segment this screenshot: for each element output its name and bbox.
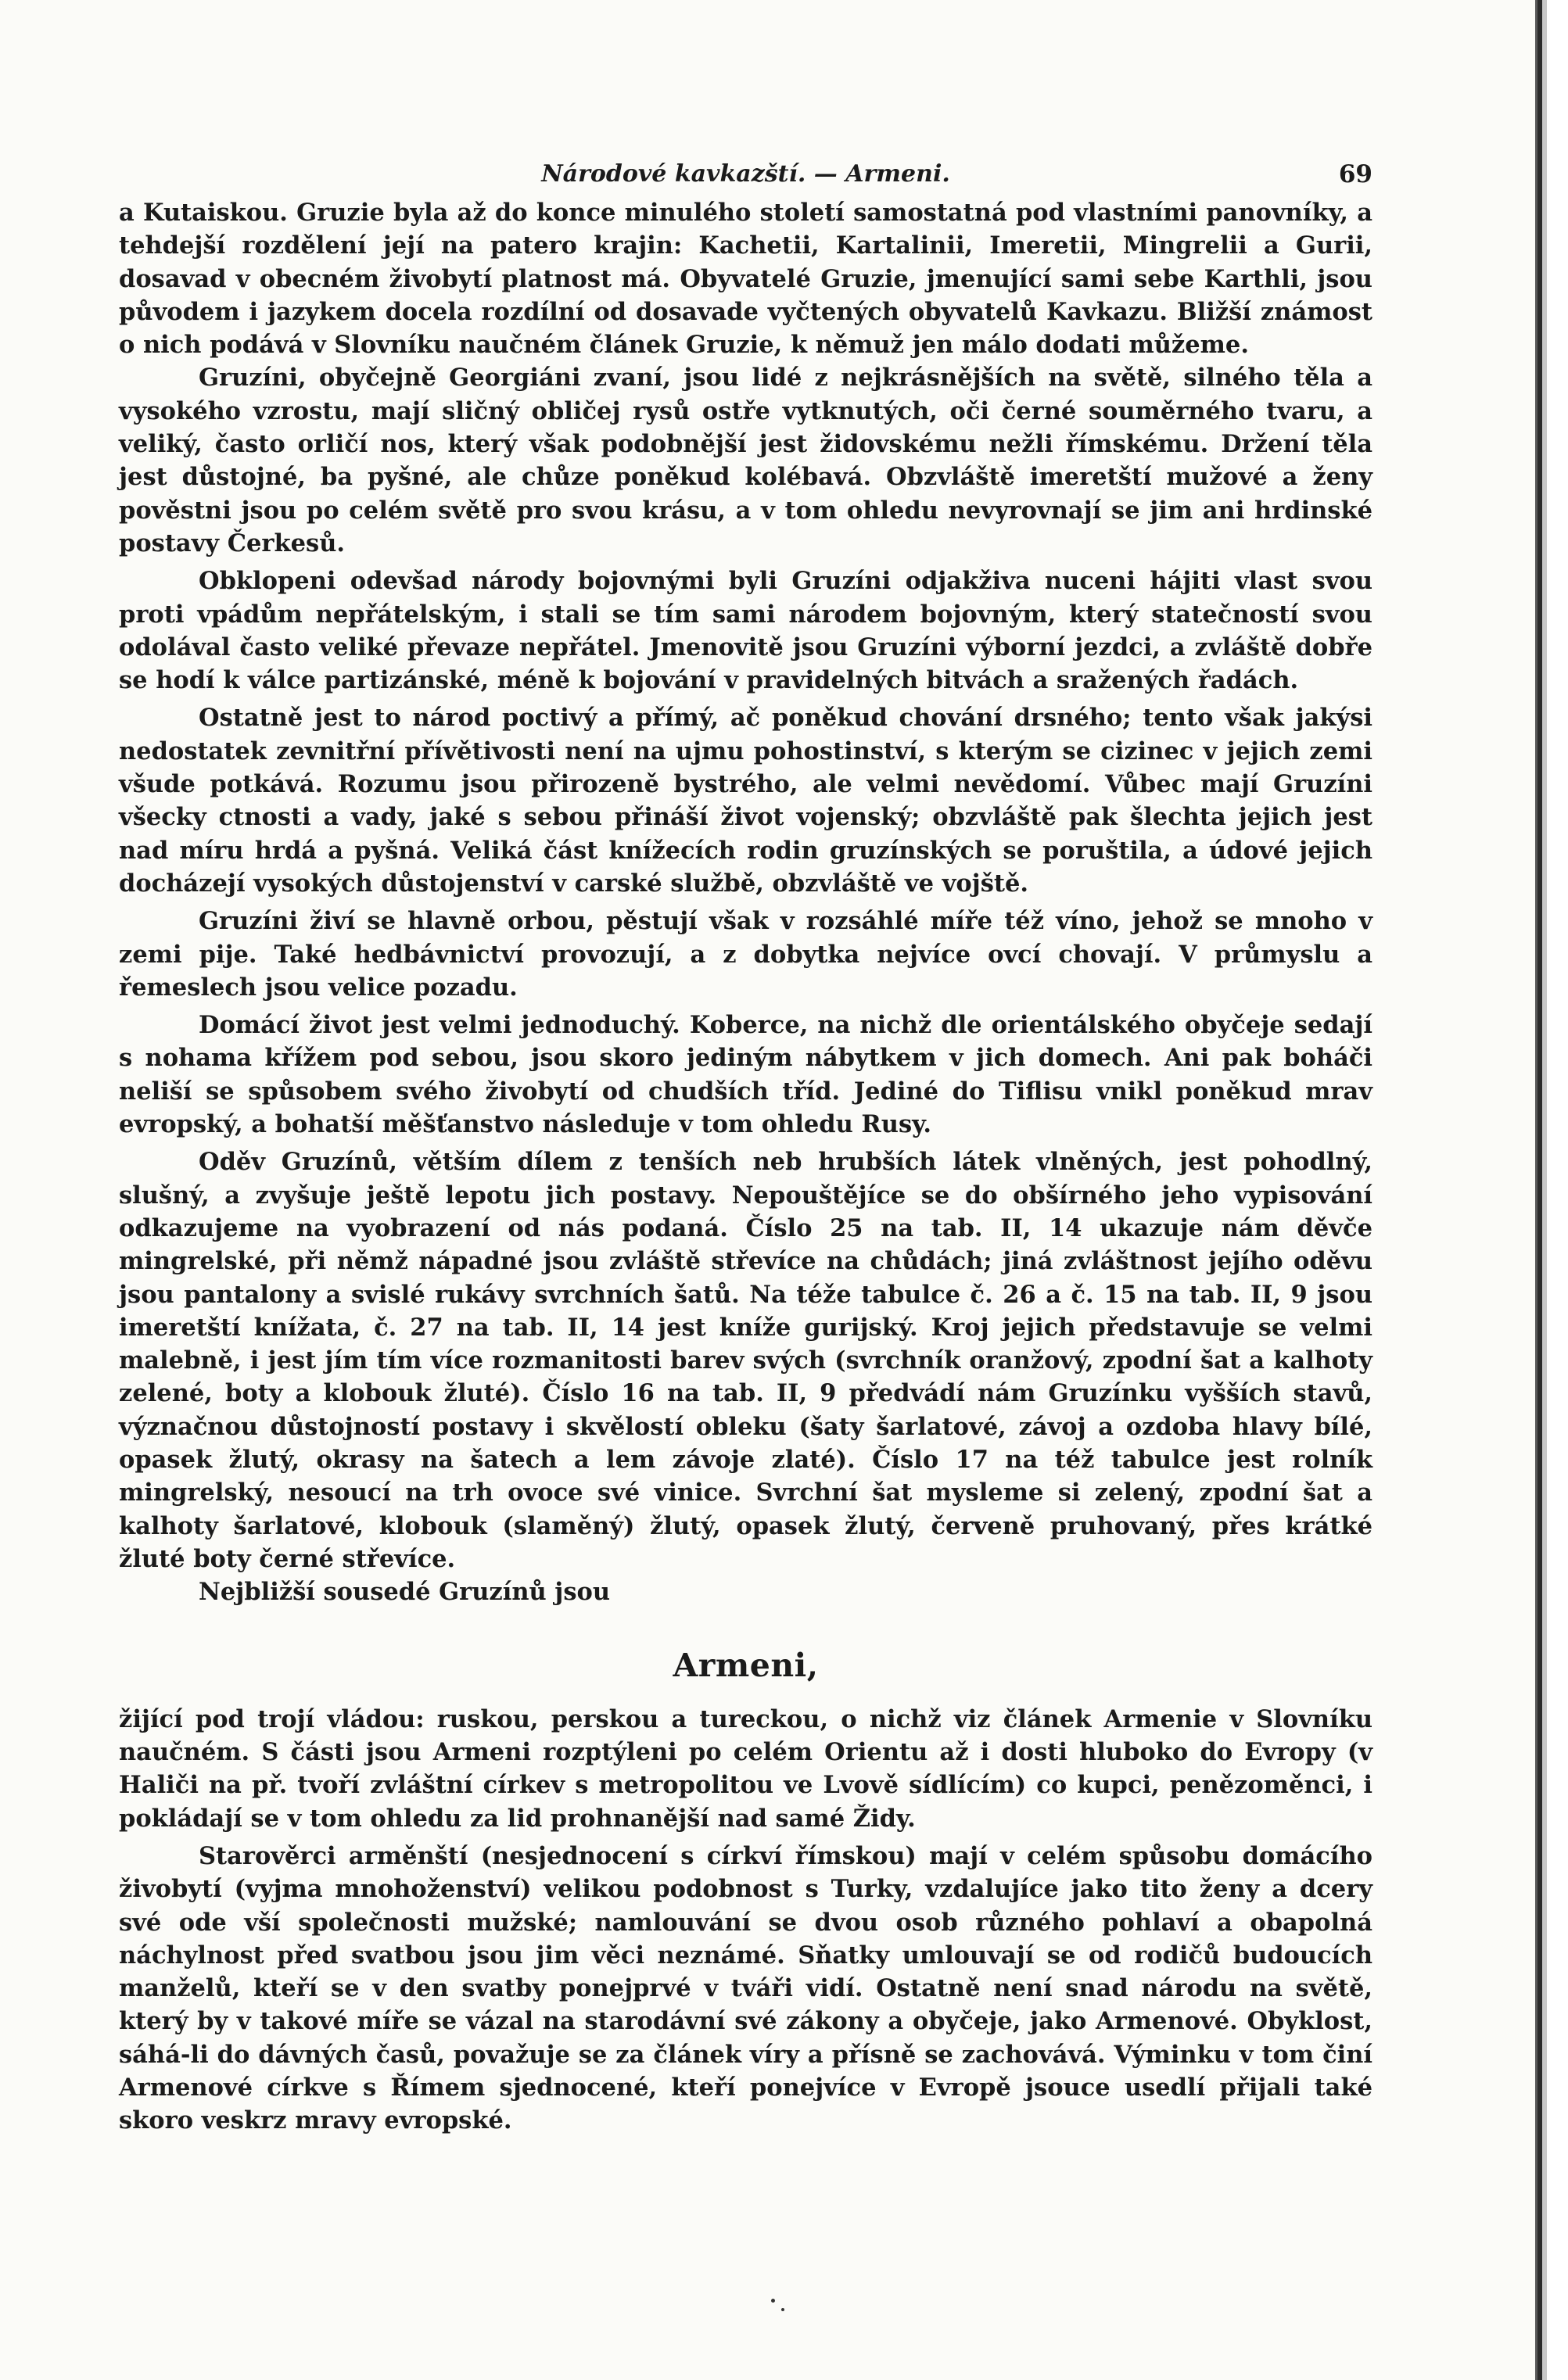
section-title-armeni: Armeni, [673, 1647, 819, 1685]
running-head [119, 152, 1372, 196]
running-title: Národové kavkazští. — Armeni. [541, 160, 950, 188]
paragraph-appearance: Gruzíni, obyčejně Georgiáni zvaní, jsou lidé z nejkrásnějších na světě, silného těla a vysokého vzrostu, mají sličný obličej rysů ostře vytknutých, oči černé souměrného tvaru, a veliký, často orličí nos, který však podobnější jest židovskému nežli římskému. Držení těla jest důstojné, ba pyšné, ale chůze poněkud kolébavá. Obzvláště imeretští mužové a ženy pověstni jsou po celém světě pro svou krásu, a v tom ohledu nevyrovnají se jim ani hrdinské postavy Čerkesů. [119, 364, 1372, 557]
ink-speck [771, 2299, 775, 2303]
paragraph-neighbours: Nejbližší sousedé Gruzínů jsou [199, 1578, 611, 1607]
paragraph-clothing: Oděv Gruzínů, větším dílem z tenších neb hrubších látek vlněných, jest pohodlný, slušný, a zvyšuje ještě lepotu jich postavy. Nepouštějíce se do obšírného jeho vypisování odkazujeme na vyobrazení od nás podaná. Číslo 25 na tab. II, 14 ukazuje nám děvče mingrelské, při němž nápadné jsou zvláště střevíce na chůdách; jiná zvláštnost jejího oděvu jsou pantalony a svislé rukávy svrchních šatů. Na téže tabulce č. 26 a č. 15 na tab. II, 9 jsou imeretští knížata, č. 27 na tab. II, 14 jest kníže gurijský. Kroj jejich představuje se velmi malebně, i jest jím tím více rozmanitosti barev svých (svrchník oranžový, zpodní šat a kalhoty zelené, boty a klobouk žluté). Číslo 16 na tab. II, 9 předvádí nám Gruzínku vyšších stavů, význačnou důstojností postavy i skvělostí obleku (šaty šarlatové, závoj a ozdoba hlavy bílé, opasek žlutý, okrasy na šatech a lem závoje zlaté). Číslo 17 na též tabulce jest rolník mingrelský, nesoucí na trh ovoce své vinice. Svrchní šat mysleme si zelený, zpodní šat a kalhoty šarlatové, klobouk (slaměný) žlutý, opasek žlutý, červeně pruhovaný, přes krátké žluté boty černé střevíce. [119, 1148, 1372, 1573]
paragraph-military: Obklopeni odevšad národy bojovnými byli Gruzíni odjakživa nuceni hájiti vlast svou proti vpádům nepřátelským, i stali se tím sami národem bojovným, který statečností svou odolával často veliké převaze nepřátel. Jmenovitě jsou Gruzíni výborní jezdci, a zvláště dobře se hodí k válce partizánské, méně k bojování v pravidelných bitvách a sražených řadách. [119, 567, 1372, 695]
ink-speck [781, 2308, 784, 2311]
paragraph-armenians-customs: Starověrci arměnští (nesjednocení s církví římskou) mají v celém spůsobu domácího živobytí (vyjma mnohoženství) velikou podobnost s Turky, vzdalujíce jako tito ženy a dcery své ode vší společnosti mužské; namlouvání se dvou osob různého pohlaví a obapolná náchylnost před svatbou jsou jim věci neznámé. Sňatky umlouvají se od rodičů budoucích manželů, kteří se v den svatby ponejprvé v tváři vidí. Ostatně není snad národu na světě, který by v takové míře se vázal na starodávní své zákony a obyčeje, jako Armenové. Obyklost, sáhá-li do dávných časů, považuje se za článek víry a přísně se zachovává. Výminku v tom činí Armenové církve s Římem sjednocené, kteří ponejvíce v Evropě jsouce usedlí přijali také skoro veskrz mravy evropské. [119, 1841, 1372, 2135]
paragraph-intro: a Kutaiskou. Gruzie byla až do konce minulého století samostatná pod vlastními panovníky, a tehdejší rozdělení její na patero krajin: Kachetii, Kartalinii, Imeretii, Mingrelii a Gurii, dosavad v obecném živobytí platnost má. Obyvatelé Gruzie, jmenující sami sebe Karthli, jsou původem i jazykem docela rozdílní od dosavade vyčtených obyvatelů Kavkazu. Bližší známost o nich podává v Slovníku naučném článek Gruzie, k němuž jen málo dodati můžeme. [119, 199, 1372, 360]
page-frame [119, 152, 1372, 2138]
paragraph-economy: Gruzíni živí se hlavně orbou, pěstují však v rozsáhlé míře též víno, jehož se mnoho v zemi pije. Také hedbávnictví provozují, a z dobytka nejvíce ovcí chovají. V průmyslu a řemeslech jsou velice pozadu. [119, 907, 1372, 1002]
body-text [119, 196, 1372, 2138]
paragraph-armenians-intro: žijící pod trojí vládou: ruskou, perskou a tureckou, o nichž viz článek Armenie v Slovníku naučném. S části jsou Armeni rozptýleni po celém Orientu až i dosti hluboko do Evropy (v Haliči na př. tvoří zvláštní církev s metropolitou ve Lvově sídlícím) co kupci, penězoměnci, i pokládají se v tom ohledu za lid prohnanější nad samé Židy. [119, 1704, 1372, 1833]
paragraph-character: Ostatně jest to národ poctivý a přímý, ač poněkud chování drsného; tento však jakýsi nedostatek zevnitřní přívětivosti není na ujmu pohostinství, s kterým se cizinec v jejich zemi všude potkává. Rozumu jsou přirozeně bystrého, ale velmi nevědomí. Vůbec mají Gruzíni všecky ctnosti a vady, jaké s sebou přináší život vojenský; obzvláště pak šlechta jejich jest nad míru hrdá a pyšná. Veliká část knížecích rodin gruzínských se poruštila, a údové jejich docházejí vysokých důstojenství v carské službě, obzvláště ve vojště. [119, 704, 1372, 898]
paragraph-domestic-life: Domácí život jest velmi jednoduchý. Koberce, na nichž dle orientálského obyčeje sedají s nohama křížem pod sebou, jsou skoro jediným nábytkem v jich domech. Ani pak boháči neliší se spůsobem svého živobytí od chudších tříd. Jediné do Tiflisu vnikl poněkud mrav evropský, a bohatší měšťanstvo následuje v tom ohledu Rusy. [119, 1011, 1372, 1139]
page-number: 69 [1338, 160, 1372, 188]
